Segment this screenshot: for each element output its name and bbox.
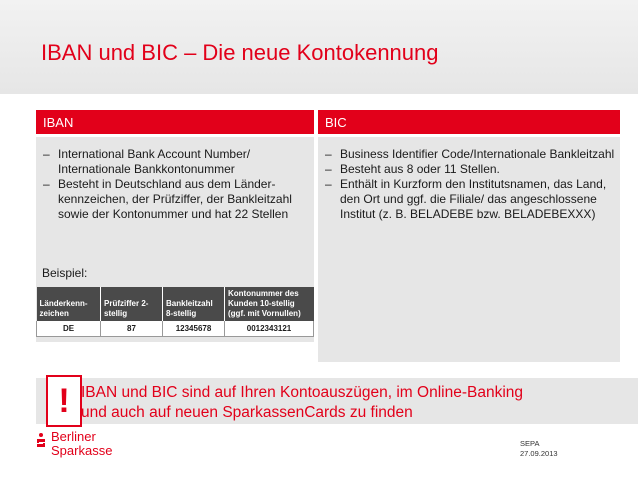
dash-icon: –: [325, 147, 332, 161]
bic-bullet-list: [324, 147, 616, 222]
logo-line-1: Berliner: [51, 429, 96, 444]
logo-line-2: Sparkasse: [51, 443, 113, 458]
bic-bullet: – Enthält in Kurzform den Institutsnamen, das Land, den Ort und ggf. die Filiale/ das angeschlossene Institut (z. B. BELADEBE bzw. BELADEBEXXX): [325, 177, 607, 221]
bic-bullet: – Business Identifier Code/Internationale Bankleitzahl: [325, 147, 615, 161]
footer-label: SEPA: [520, 439, 540, 448]
table-header-account-number: Kontonummer des Kunden 10-stellig (ggf. mit Vornullen): [225, 287, 314, 321]
dash-icon: –: [325, 162, 332, 176]
iban-bullet-list: [42, 147, 310, 222]
table-header-country: Länderkenn-zeichen: [37, 287, 101, 321]
iban-heading: IBAN: [36, 110, 314, 134]
table-cell-country: DE: [37, 321, 101, 337]
footer-date: 27.09.2013: [520, 449, 558, 458]
bic-bullet: – Besteht aus 8 oder 11 Stellen.: [325, 162, 500, 176]
table-cell-bank-code: 12345678: [163, 321, 225, 337]
slide-title: IBAN und BIC – Die neue Kontokennung: [41, 40, 439, 65]
table-header-row: [37, 287, 314, 321]
iban-bullet: – International Bank Account Number/ Internationale Bankkontonummer: [43, 147, 251, 176]
table-cell-account-number: 0012343121: [225, 321, 314, 337]
table-header-bank-code: Bankleitzahl 8-stellig: [163, 287, 225, 321]
exclamation-icon: !: [46, 375, 82, 427]
table-header-check-digits: Prüfziffer 2-stellig: [101, 287, 163, 321]
table-row: [37, 321, 314, 337]
dash-icon: –: [43, 177, 50, 191]
iban-bullet: – Besteht in Deutschland aus dem Länder-kennzeichen, der Prüfziffer, der Bankleitzahl sowie der Kontonummer und hat 22 Stellen: [43, 177, 292, 221]
notice-text: [81, 383, 581, 423]
notice-line-2: und auch auf neuen SparkassenCards zu finden: [81, 404, 413, 421]
dash-icon: –: [325, 177, 332, 191]
footer-meta: [520, 439, 558, 459]
iban-panel: [36, 137, 314, 342]
bic-panel: [318, 137, 620, 362]
notice-line-1: IBAN und BIC sind auf Ihren Kontoauszügen, im Online-Banking: [81, 384, 524, 401]
sparkasse-s-icon: [36, 433, 46, 447]
iban-example-table: [36, 287, 314, 337]
table-cell-check-digits: 87: [101, 321, 163, 337]
example-label: Beispiel:: [42, 266, 88, 280]
bic-heading: BIC: [318, 110, 620, 134]
dash-icon: –: [43, 147, 50, 161]
